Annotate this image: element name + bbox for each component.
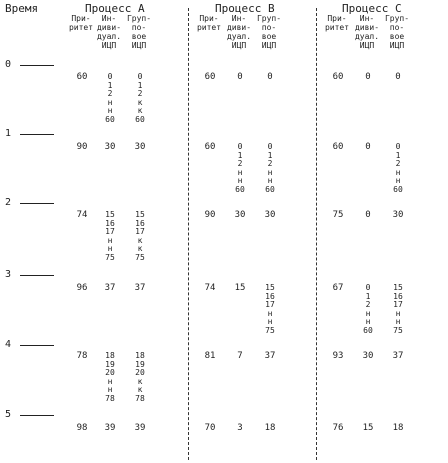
- table-cell: 76: [332, 423, 344, 433]
- table-cell: 74: [76, 210, 88, 220]
- time-tick-line: [20, 415, 54, 416]
- table-cell: 0: [237, 72, 243, 82]
- table-cell: 78: [76, 351, 88, 361]
- table-cell: 0: [365, 72, 371, 82]
- table-cell: 90: [204, 210, 216, 220]
- table-cell: 60: [76, 72, 88, 82]
- table-cell: 60: [204, 142, 216, 152]
- table-cell: 15 16 17 н н 75: [105, 210, 115, 262]
- table-cell: 96: [76, 283, 88, 293]
- time-tick-label: 4: [5, 339, 12, 350]
- column-header: При- ритет: [324, 14, 350, 32]
- table-cell: 30: [104, 142, 116, 152]
- time-tick-line: [20, 275, 54, 276]
- table-cell: 37: [392, 351, 404, 361]
- separator-a-b: [188, 8, 189, 460]
- time-tick-label: 2: [5, 197, 12, 208]
- table-cell: 0 1 2 н н 60: [105, 72, 115, 124]
- table-cell: 81: [204, 351, 216, 361]
- table-cell: 70: [204, 423, 216, 433]
- table-cell: 0: [365, 210, 371, 220]
- table-cell: 60: [332, 142, 344, 152]
- table-cell: 0: [365, 142, 371, 152]
- column-header: Ин- диви- дуал. ИЦП: [226, 14, 252, 50]
- table-cell: 0 1 2 н н 60: [363, 283, 373, 335]
- table-cell: 67: [332, 283, 344, 293]
- process-c-title: Процесс С: [342, 2, 402, 15]
- table-cell: 18: [392, 423, 404, 433]
- table-cell: 0 1 2 к к 60: [135, 72, 145, 124]
- table-cell: 15: [362, 423, 374, 433]
- table-cell: 18: [264, 423, 276, 433]
- table-cell: 30: [134, 142, 146, 152]
- time-tick-line: [20, 345, 54, 346]
- column-header: Груп- по- вое ИЦП: [126, 14, 152, 50]
- table-cell: 37: [264, 351, 276, 361]
- process-b-title: Процесс В: [215, 2, 275, 15]
- time-tick-line: [20, 65, 54, 66]
- table-cell: 60: [332, 72, 344, 82]
- time-tick-label: 5: [5, 409, 12, 420]
- table-cell: 15 16 17 н н 75: [393, 283, 403, 335]
- table-cell: 37: [134, 283, 146, 293]
- time-column-title: Время: [5, 2, 39, 15]
- table-cell: 18 19 20 н н 78: [105, 351, 115, 403]
- time-tick-label: 3: [5, 269, 12, 280]
- table-cell: 30: [264, 210, 276, 220]
- table-cell: 90: [76, 142, 88, 152]
- table-cell: 18 19 20 к к 78: [135, 351, 145, 403]
- table-cell: 0: [395, 72, 401, 82]
- column-header: Груп- по- вое ИЦП: [256, 14, 282, 50]
- table-cell: 75: [332, 210, 344, 220]
- table-cell: 39: [104, 423, 116, 433]
- table-cell: 60: [204, 72, 216, 82]
- table-cell: 0: [267, 72, 273, 82]
- table-cell: 30: [234, 210, 246, 220]
- table-cell: 93: [332, 351, 344, 361]
- separator-b-c: [316, 8, 317, 460]
- table-cell: 0 1 2 н н 60: [393, 142, 403, 194]
- table-cell: 15: [234, 283, 246, 293]
- table-cell: 0 1 2 н н 60: [265, 142, 275, 194]
- table-cell: 15 16 17 к к 75: [135, 210, 145, 262]
- table-cell: 74: [204, 283, 216, 293]
- table-cell: 3: [237, 423, 243, 433]
- table-cell: 30: [362, 351, 374, 361]
- time-tick-line: [20, 203, 54, 204]
- process-a-title: Процесс А: [85, 2, 145, 15]
- time-tick-line: [20, 134, 54, 135]
- column-header: При- ритет: [68, 14, 94, 32]
- column-header: При- ритет: [196, 14, 222, 32]
- table-cell: 0 1 2 н н 60: [235, 142, 245, 194]
- column-header: Груп- по- вое ИЦП: [384, 14, 410, 50]
- table-cell: 30: [392, 210, 404, 220]
- column-header: Ин- диви- дуал. ИЦП: [96, 14, 122, 50]
- table-cell: 7: [237, 351, 243, 361]
- time-tick-label: 0: [5, 59, 12, 70]
- table-cell: 37: [104, 283, 116, 293]
- column-header: Ин- диви- дуал. ИЦП: [354, 14, 380, 50]
- table-cell: 98: [76, 423, 88, 433]
- time-tick-label: 1: [5, 128, 12, 139]
- table-cell: 39: [134, 423, 146, 433]
- table-cell: 15 16 17 н н 75: [265, 283, 275, 335]
